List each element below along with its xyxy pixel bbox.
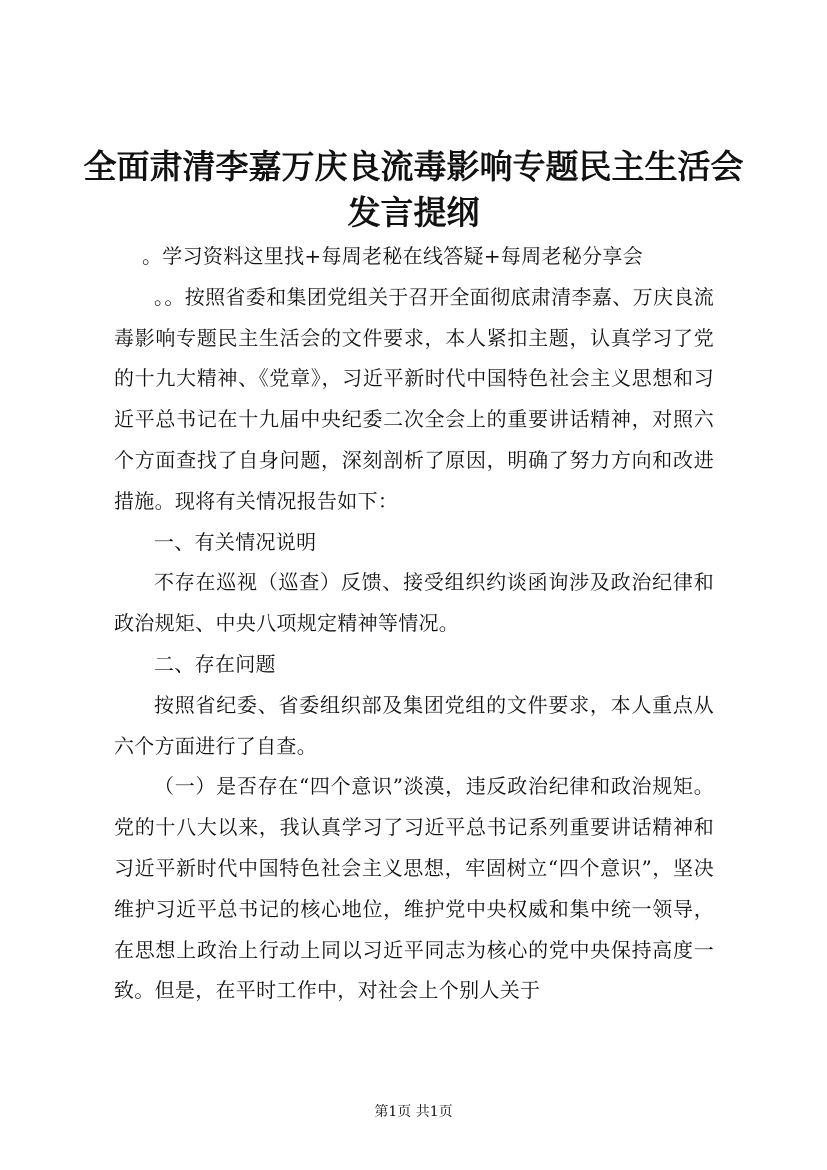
intro-paragraph: 。。按照省委和集团党组关于召开全面彻底肃清李嘉、万庆良流毒影响专题民主生活会的文件要求，本人紧扣主题，认真学习了党的十九大精神、《党章》，习近平新时代中国特色社会主义思想和习近平总书记在十九届中央纪委二次全会上的重要讲话精神，对照六个方面查找了自身问题，深刻剖析了原因，明确了努力方向和改进措施。现将有关情况报告如下：: [114, 284, 714, 513]
section-heading-1: 一、有关情况说明: [154, 529, 317, 554]
section-heading-2: 二、存在问题: [154, 651, 276, 676]
item-one-paragraph: （一）是否存在“四个意识”淡漠，违反政治纪律和政治规矩。党的十八大以来，我认真学习了习近平总书记系列重要讲话精神和习近平新时代中国特色社会主义思想，牢固树立“四个意识”，坚决维护习近平总书记的核心地位，维护党中央权威和集中统一领导，在思想上政治上行动上同以习近平同志为核心的党中央保持高度一致。但是，在平时工作中，对社会上个别人关于: [114, 774, 714, 1003]
page-footer: 第1页 共1页: [374, 1104, 453, 1120]
document-body: [114, 236, 714, 1011]
document-title: [60, 144, 767, 236]
title-line-2: 发言提纲: [347, 193, 480, 232]
title-line-1: 全面肃清李嘉万庆良流毒影响专题民主生活会: [83, 147, 744, 186]
situation-paragraph: 不存在巡视（巡查）反馈、接受组织约谈函询涉及政治纪律和政治规矩、中央八项规定精神等情况。: [114, 570, 714, 636]
self-check-paragraph: 按照省纪委、省委组织部及集团党组的文件要求，本人重点从六个方面进行了自查。: [114, 692, 714, 758]
study-materials-note: 。学习资料这里找+每周老秘在线答疑+每周老秘分享会: [142, 244, 644, 268]
